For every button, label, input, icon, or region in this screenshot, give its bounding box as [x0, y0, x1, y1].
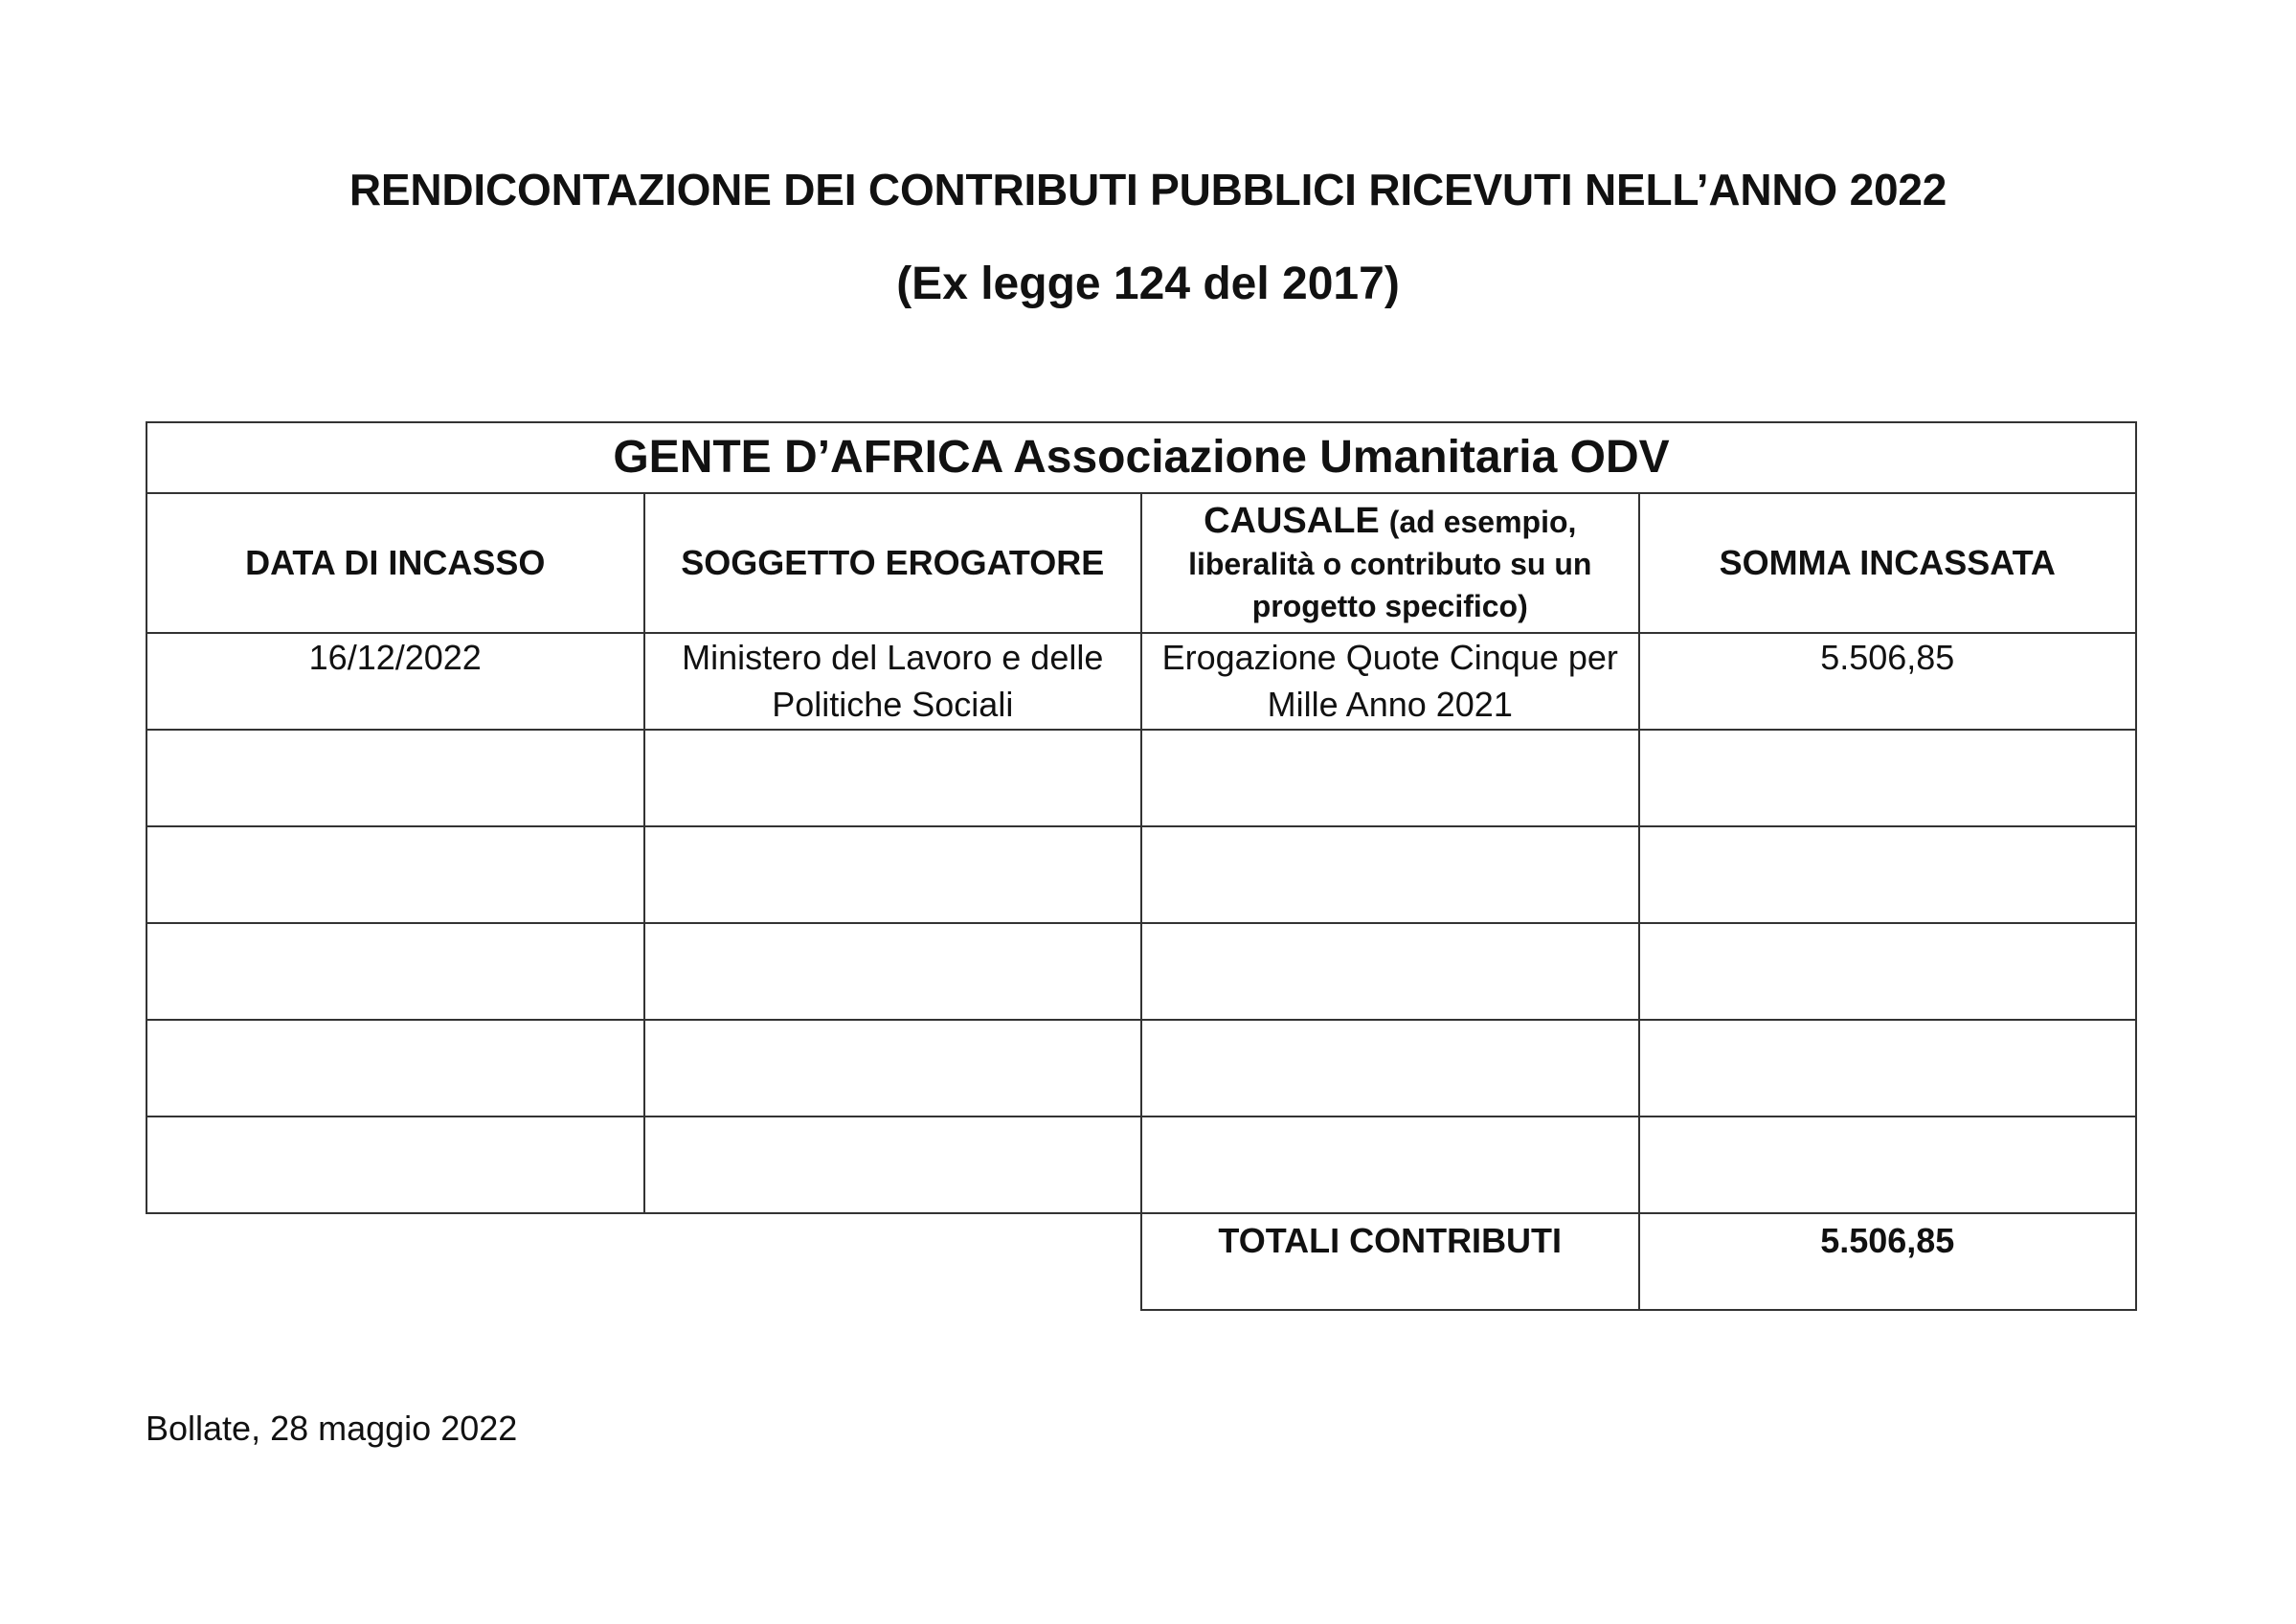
- cell-somma: [1639, 1020, 2137, 1116]
- cell-data: [146, 1020, 644, 1116]
- table-row: [146, 923, 2136, 1020]
- cell-somma: 5.506,85: [1639, 633, 2137, 730]
- total-label: TOTALI CONTRIBUTI: [1141, 1213, 1639, 1310]
- organization-row: [146, 422, 2136, 493]
- cell-soggetto: [644, 730, 1142, 826]
- cell-somma: [1639, 826, 2137, 923]
- total-value: 5.506,85: [1639, 1213, 2137, 1310]
- cell-somma: [1639, 1116, 2137, 1213]
- cell-causale: [1141, 923, 1639, 1020]
- table-row: [146, 826, 2136, 923]
- table-row: [146, 633, 2136, 730]
- cell-somma: [1639, 923, 2137, 1020]
- cell-causale: [1141, 1020, 1639, 1116]
- cell-causale: [1141, 730, 1639, 826]
- cell-soggetto: [644, 923, 1142, 1020]
- cell-causale: [1141, 826, 1639, 923]
- total-row-spacer: [146, 1213, 1141, 1310]
- cell-data: 16/12/2022: [146, 633, 644, 730]
- table-row: [146, 1020, 2136, 1116]
- document-title: RENDICONTAZIONE DEI CONTRIBUTI PUBBLICI RICEVUTI NELL’ANNO 2022: [349, 165, 1947, 214]
- column-header-somma-incassata: SOMMA INCASSATA: [1639, 493, 2137, 633]
- cell-data: [146, 1116, 644, 1213]
- table-row: [146, 730, 2136, 826]
- causale-note: (ad esempio, liberalità o contributo su un progetto specifico): [1188, 505, 1592, 623]
- cell-soggetto: [644, 826, 1142, 923]
- causale-label: CAUSALE: [1204, 501, 1380, 541]
- table-row: [146, 1116, 2136, 1213]
- cell-data: [146, 730, 644, 826]
- header-row: [146, 493, 2136, 633]
- cell-soggetto: [644, 1116, 1142, 1213]
- cell-data: [146, 826, 644, 923]
- contributions-table: [146, 421, 2137, 1311]
- cell-somma: [1639, 730, 2137, 826]
- place-and-date: Bollate, 28 maggio 2022: [146, 1409, 518, 1448]
- cell-data: [146, 923, 644, 1020]
- column-header-causale: [1141, 493, 1639, 633]
- cell-causale: Erogazione Quote Cinque per Mille Anno 2021: [1141, 633, 1639, 730]
- column-header-soggetto-erogatore: SOGGETTO EROGATORE: [644, 493, 1142, 633]
- total-row: [146, 1213, 2136, 1310]
- document-subtitle: (Ex legge 124 del 2017): [896, 259, 1400, 309]
- cell-causale: [1141, 1116, 1639, 1213]
- cell-soggetto: Ministero del Lavoro e delle Politiche Sociali: [644, 633, 1142, 730]
- organization-name: GENTE D’AFRICA Associazione Umanitaria ODV: [146, 422, 2136, 493]
- cell-soggetto: [644, 1020, 1142, 1116]
- column-header-data-incasso: DATA DI INCASSO: [146, 493, 644, 633]
